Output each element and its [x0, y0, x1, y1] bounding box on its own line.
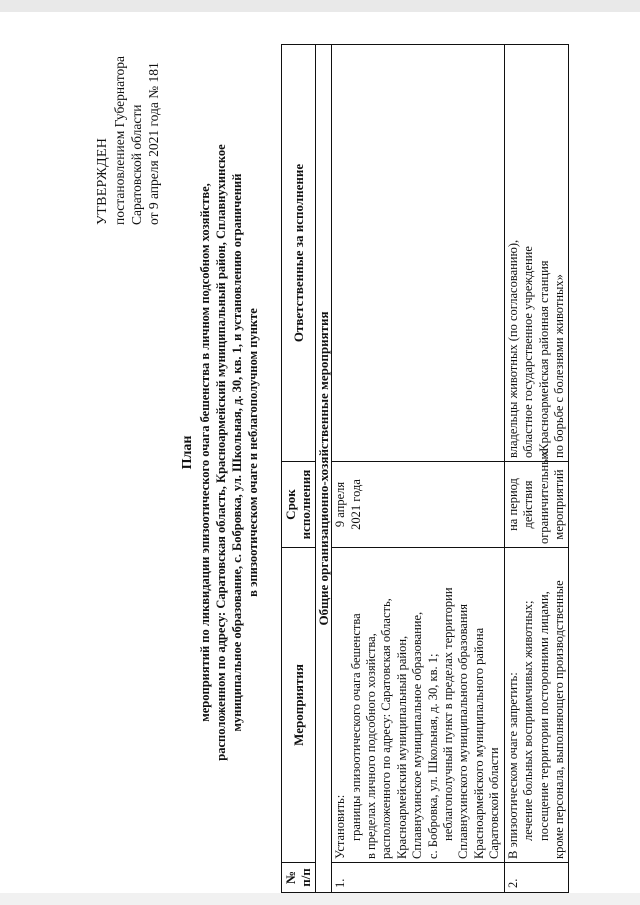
measure-cell	[504, 548, 569, 863]
header-deadline: Срок исполнения	[282, 462, 316, 548]
measure-line: с. Бобровка, ул. Школьная, д. 30, кв. 1;	[425, 653, 440, 859]
measure-line: в пределах личного подсобного хозяйства,	[364, 633, 379, 859]
deadline-cell	[504, 450, 569, 548]
section-title: Общие организационно-хозяйственные мероприятия	[315, 45, 331, 893]
measure-line: Саратовской области	[487, 747, 502, 859]
deadline-line: мероприятий	[551, 469, 566, 540]
measure-line: посещение территории посторонними лицами,	[536, 591, 551, 841]
deadline-line: действия	[521, 480, 536, 529]
measure-line: Сплавнухинского муниципального образования	[456, 604, 471, 859]
measure-line: Красноармейский муниципальный район,	[394, 635, 409, 859]
row-number: 1.	[332, 863, 504, 893]
title-line: расположенном по адресу: Саратовская область, Красноармейский муниципальный район, Сплавнухинское	[214, 144, 228, 761]
approval-line: Саратовской области	[129, 104, 144, 225]
table-header-row	[282, 45, 316, 893]
responsible-cell	[504, 45, 569, 462]
approval-line: постановлением Губернатора	[112, 56, 127, 225]
measures-table	[281, 44, 569, 893]
row-number: 2.	[504, 863, 569, 893]
approval-stamp	[94, 5, 162, 225]
title-line: в эпизоотическом очаге и неблагополучном пункте	[246, 308, 260, 597]
header-responsible: Ответственные за исполнение	[282, 45, 316, 462]
measure-cell	[332, 548, 504, 863]
deadline-line: на период	[505, 478, 520, 531]
title-heading: План	[180, 435, 195, 470]
measure-line: В эпизоотическом очаге запретить:	[505, 672, 520, 859]
measure-line: кроме персонала, выполняющего производственные	[551, 580, 566, 859]
table-row	[504, 45, 569, 893]
document-title	[180, 50, 261, 855]
approval-title: УТВЕРЖДЕН	[95, 137, 110, 225]
measure-line: Красноармейского муниципального района	[471, 627, 486, 859]
deadline-line: ограничительных	[536, 450, 551, 544]
responsible-line: владельцы животных (по согласованию),	[505, 239, 520, 458]
title-line: муниципальное образование, с. Бобровка, ул. Школьная, д. 30, кв. 1, и установлению ограничений	[230, 173, 244, 732]
table-row	[332, 45, 504, 893]
responsible-cell	[332, 45, 504, 462]
responsible-line: по борьбе с болезнями животных»	[551, 274, 566, 458]
measure-line: лечение больных восприимчивых животных;	[521, 600, 536, 841]
header-measures: Мероприятия	[282, 548, 316, 863]
section-row	[315, 45, 331, 893]
deadline-line: 9 апреля	[333, 481, 348, 528]
title-line: мероприятий по ликвидации эпизоотического очага бешенства в личном подсобном хозяйстве,	[198, 183, 212, 722]
deadline-line: 2021 года	[348, 479, 363, 530]
measure-line: расположенного по адресу: Саратовская область,	[379, 598, 394, 859]
deadline-cell	[332, 462, 504, 548]
approval-line: от 9 апреля 2021 года № 181	[146, 62, 161, 225]
measure-line: Установить:	[333, 794, 348, 859]
measure-line: границы эпизоотического очага бешенства	[348, 613, 363, 841]
header-num: № п/п	[282, 863, 316, 893]
responsible-line: «Красноармейская районная станция	[536, 260, 551, 458]
responsible-line: областное государственное учреждение	[521, 246, 536, 458]
measure-line: неблагополучный пункт в пределах территории	[441, 587, 456, 841]
measure-line: Сплавнухинское муниципальное образование,	[410, 611, 425, 859]
